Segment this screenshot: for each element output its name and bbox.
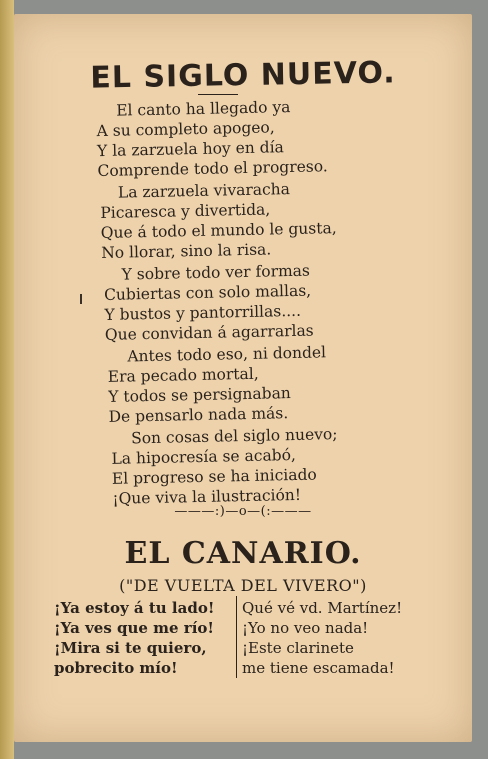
verse-line: ¡Mira si te quiero, (54, 639, 207, 657)
poem-line: Y sobre todo ver formas (121, 261, 311, 284)
poem-line: ¡Que viva la ilustración! (112, 485, 302, 508)
verse-line: ¡Yo no veo nada! (242, 619, 369, 637)
poem-subtitle: ("DE VUELTA DEL VIVERO") (119, 576, 367, 595)
verse-line: Qué vé vd. Martínez! (242, 599, 403, 617)
poem-line: La hipocresía se acabó, (111, 445, 297, 468)
canario-right-column (242, 598, 402, 678)
verse-line: ¡Ya ves que me río! (54, 619, 214, 637)
verse-line: me tiene escamada! (242, 659, 395, 677)
poem-line: Picaresca y divertida, (100, 200, 271, 223)
poem-line: Son cosas del siglo nuevo; (130, 425, 338, 448)
poem-line: El progreso se ha iniciado (111, 465, 317, 488)
poem-line: A su completo apogeo, (96, 118, 275, 141)
poem-line: Antes todo eso, ni dondel (127, 343, 327, 366)
poem-line: Comprende todo el progreso. (97, 157, 328, 181)
paper-mark (80, 294, 82, 304)
canario-left-column (54, 598, 214, 678)
poem-title-siglo-nuevo: EL SIGLO NUEVO. (90, 55, 396, 96)
poem-line: Que convidan á agarrarlas (104, 321, 314, 344)
binding-edge (0, 0, 14, 759)
poem-title-canario: EL CANARIO. (124, 536, 362, 571)
poem-line: Y la zarzuela hoy en día (96, 138, 284, 161)
ornamental-divider: ———:)—o—(:——— (174, 504, 312, 519)
poem-line: El canto ha llegado ya (116, 98, 291, 120)
poem-line: Y todos se persignaban (108, 384, 292, 406)
poem-line: De pensarlo nada más. (108, 404, 289, 426)
poem-line: La zarzuela vivaracha (117, 180, 291, 202)
poem-line: Y bustos y pantorrillas.... (104, 301, 302, 324)
poem-line: No llorar, sino la risa. (101, 240, 272, 263)
page (14, 14, 472, 742)
poem-line: Era pecado mortal, (107, 364, 259, 386)
title-underline (198, 94, 238, 95)
poem-line: Que á todo el mundo le gusta, (100, 219, 337, 243)
verse-line: pobrecito mío! (54, 659, 178, 677)
verse-line: ¡Ya estoy á tu lado! (54, 599, 215, 617)
column-separator (236, 596, 237, 678)
poem-line: Cubiertas con solo mallas, (103, 281, 312, 304)
verse-line: ¡Este clarinete (242, 639, 354, 657)
